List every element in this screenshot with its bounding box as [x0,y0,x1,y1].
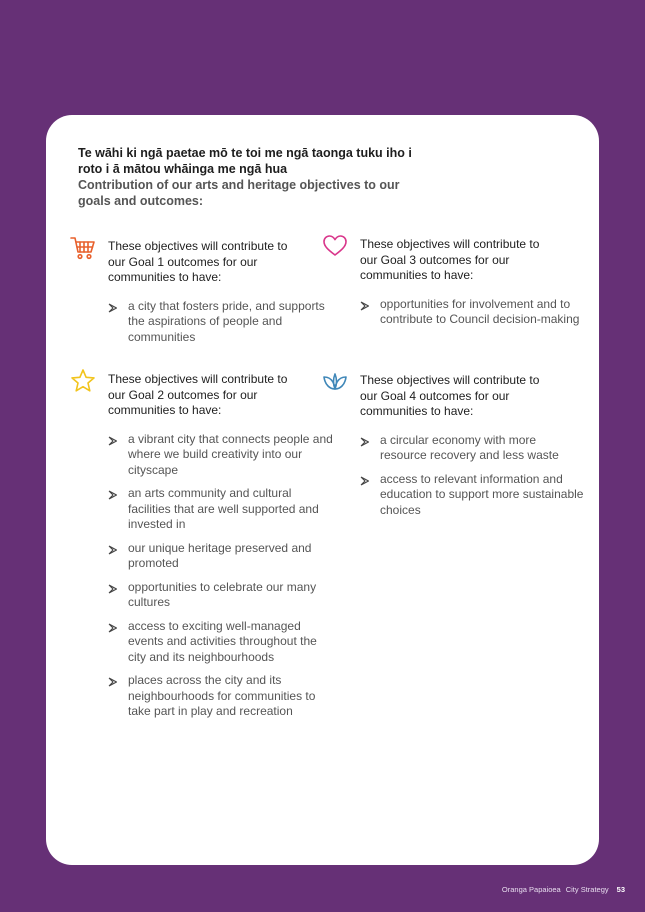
page-number: 53 [616,885,625,894]
heart-icon [322,233,348,259]
heading-english: Contribution of our arts and heritage objectives to our goals and outcomes: [78,178,400,208]
shopping-cart-icon [70,235,96,261]
goal-1-section [108,239,328,353]
content-card [46,115,599,865]
chevron-right-icon [108,676,118,686]
goal-4-heading: These objectives will contribute to our Goal 4 outcomes for our communities to have: [360,373,540,418]
publication-name: Oranga Papaioea [501,885,561,894]
chevron-right-icon [360,300,370,310]
chevron-right-icon [108,435,118,445]
leaves-icon [322,369,348,395]
goal-3-section [360,237,580,336]
goal-3-list [360,297,580,328]
list-item: access to relevant information and education to support more sustainable choices [360,472,585,519]
chevron-right-icon [108,583,118,593]
list-item: a city that fosters pride, and supports the aspirations of people and communities [108,299,333,346]
chevron-right-icon [360,436,370,446]
document-name: City Strategy [565,885,609,894]
chevron-right-icon [108,489,118,499]
list-item: a vibrant city that connects people and where we build creativity into our cityscape [108,432,333,479]
chevron-right-icon [360,475,370,485]
goal-4-list [360,432,584,519]
list-item: access to exciting well-managed events and activities throughout the city and its neighbourhoods [108,619,333,666]
goal-1-list [108,299,328,346]
list-item: opportunities for involvement and to contribute to Council decision-making [360,297,585,328]
list-item: opportunities to celebrate our many cultures [108,580,333,611]
goal-3-heading: These objectives will contribute to our Goal 3 outcomes for our communities to have: [360,237,540,282]
goal-2-list [108,431,333,720]
page-footer [0,885,625,894]
heading-maori: Te wāhi ki ngā paetae mō te toi me ngā taonga tuku iho i roto i ā mātou whāinga me ngā hua [78,146,412,176]
list-item: places across the city and its neighbourhoods for communities to take part in play and recreation [108,673,333,720]
list-item: our unique heritage preserved and promoted [108,541,333,572]
goal-2-section [108,372,333,728]
star-icon [70,368,96,394]
list-item: an arts community and cultural facilities that are well supported and invested in [108,486,333,533]
goal-4-section [360,373,584,526]
chevron-right-icon [108,302,118,312]
goal-1-heading: These objectives will contribute to our Goal 1 outcomes for our communities to have: [108,239,288,284]
chevron-right-icon [108,622,118,632]
goal-2-heading: These objectives will contribute to our Goal 2 outcomes for our communities to have: [108,372,288,417]
list-item: a circular economy with more resource recovery and less waste [360,433,585,464]
chevron-right-icon [108,544,118,554]
